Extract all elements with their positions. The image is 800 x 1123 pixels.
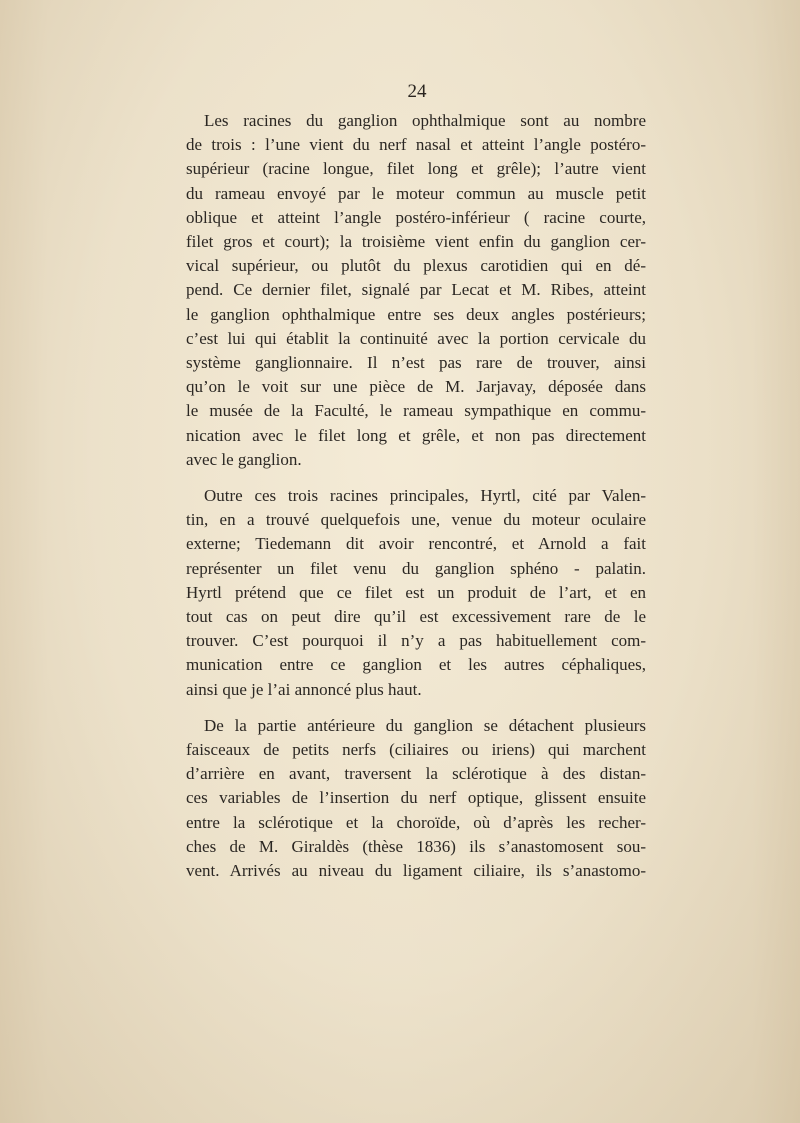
text-line: vent. Arrivés au niveau du ligament ciliaire, ils s’anastomo-	[186, 861, 646, 881]
paragraph-gap	[186, 472, 646, 484]
text-line: tin, en a trouvé quelquefois une, venue du moteur oculaire	[186, 510, 646, 530]
text-line: entre la sclérotique et la choroïde, où d’après les recher-	[186, 812, 646, 832]
paragraph-2	[186, 484, 646, 702]
text-line: munication entre ce ganglion et les autres céphaliques,	[186, 655, 646, 675]
text-line: qu’on le voit sur une pièce de M. Jarjavay, déposée dans	[186, 377, 646, 397]
text-line: nication avec le filet long et grêle, et non pas directement	[186, 425, 646, 445]
paragraph-3	[186, 714, 646, 883]
text-line: avec le ganglion.	[186, 449, 302, 469]
text-line: supérieur (racine longue, filet long et grêle); l’autre vient	[186, 159, 646, 179]
text-line: ces variables de l’insertion du nerf optique, glissent ensuite	[186, 788, 646, 808]
text-line: de trois : l’une vient du nerf nasal et atteint l’angle postéro-	[186, 135, 646, 155]
text-line: le ganglion ophthalmique entre ses deux angles postérieurs;	[186, 304, 646, 324]
text-line: c’est lui qui établit la continuité avec la portion cervicale du	[186, 328, 646, 348]
text-line: du rameau envoyé par le moteur commun au muscle petit	[186, 183, 646, 203]
text-line: pend. Ce dernier filet, signalé par Lecat et M. Ribes, atteint	[186, 280, 646, 300]
body-text	[186, 109, 646, 883]
text-line: faisceaux de petits nerfs (ciliaires ou iriens) qui marchent	[186, 740, 646, 760]
text-line: Hyrtl prétend que ce filet est un produit de l’art, et en	[186, 582, 646, 602]
text-line: oblique et atteint l’angle postéro-inférieur ( racine courte,	[186, 207, 646, 227]
text-line: système ganglionnaire. Il n’est pas rare de trouver, ainsi	[186, 353, 646, 373]
text-line: filet gros et court); la troisième vient enfin du ganglion cer-	[186, 232, 646, 252]
text-line: De la partie antérieure du ganglion se détachent plusieurs	[204, 715, 646, 735]
text-line: le musée de la Faculté, le rameau sympathique en commu-	[186, 401, 646, 421]
text-line: d’arrière en avant, traversent la sclérotique à des distan-	[186, 764, 646, 784]
text-line: Les racines du ganglion ophthalmique sont au nombre	[204, 111, 646, 130]
text-line: vical supérieur, ou plutôt du plexus carotidien qui en dé-	[186, 256, 646, 276]
paragraph-gap	[186, 702, 646, 714]
text-line: tout cas on peut dire qu’il est excessivement rare de le	[186, 607, 646, 627]
text-line: représenter un filet venu du ganglion sphéno - palatin.	[186, 558, 646, 578]
text-line: ainsi que je l’ai annoncé plus haut.	[186, 679, 422, 699]
text-line: trouver. C’est pourquoi il n’y a pas habituellement com-	[186, 631, 646, 651]
text-line: Outre ces trois racines principales, Hyrtl, cité par Valen-	[204, 486, 646, 506]
text-line: ches de M. Giraldès (thèse 1836) ils s’anastomosent sou-	[186, 836, 646, 856]
page-number: 24	[407, 81, 427, 102]
paragraph-1	[186, 109, 646, 472]
text-line: externe; Tiedemann dit avoir rencontré, et Arnold a fait	[186, 534, 646, 554]
